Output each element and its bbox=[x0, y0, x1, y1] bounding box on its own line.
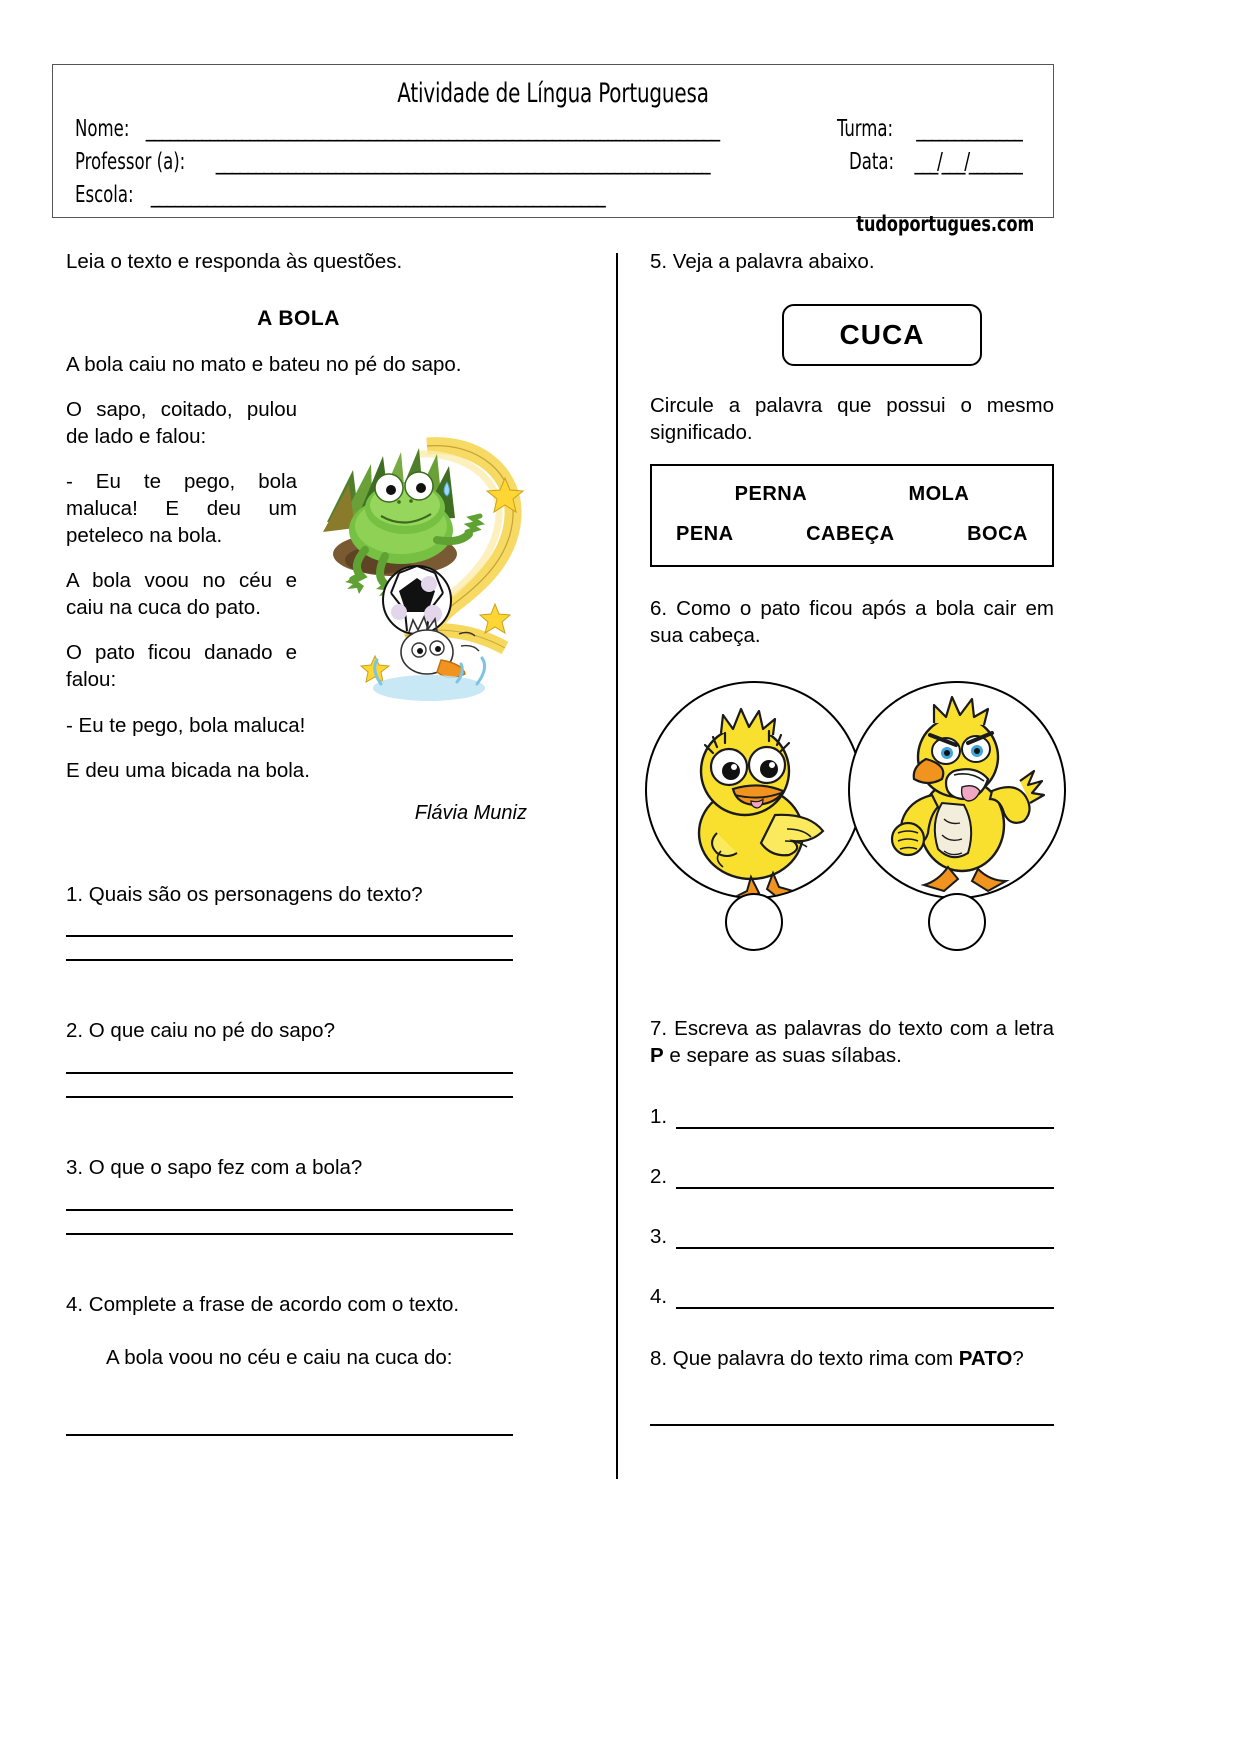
question-7-item-3-number: 3. bbox=[650, 1224, 668, 1248]
word-option-perna[interactable]: PERNA bbox=[734, 482, 808, 505]
question-7-item-3-line[interactable] bbox=[676, 1233, 1054, 1249]
question-3-answer-line-2[interactable] bbox=[66, 1233, 513, 1235]
professor-label: Professor (a): bbox=[75, 149, 186, 175]
question-2-answer-line-2[interactable] bbox=[66, 1096, 513, 1098]
column-divider bbox=[616, 253, 618, 1479]
question-7-text-a: 7. Escreva as palavras do texto com a letra bbox=[650, 1016, 1054, 1040]
question-4-prompt: A bola voou no céu e caiu na cuca do: bbox=[106, 1346, 453, 1370]
page-title: Atividade de Língua Portuguesa bbox=[397, 78, 709, 109]
story-paragraph-7: E deu uma bicada na bola. bbox=[66, 758, 310, 782]
turma-fill-line[interactable]: ______________ bbox=[916, 116, 1022, 142]
nome-label: Nome: bbox=[75, 116, 130, 142]
story-title: A BOLA bbox=[257, 307, 340, 331]
question-7-item-1-number: 1. bbox=[650, 1104, 668, 1128]
site-brand: tudoportugues.com bbox=[856, 212, 1035, 236]
story-paragraph-5: O pato ficou danado e falou: bbox=[66, 641, 297, 692]
question-4 bbox=[66, 1291, 531, 1436]
word-bank-row-2 bbox=[662, 523, 1042, 546]
question-8-text bbox=[650, 1345, 1054, 1372]
left-column bbox=[66, 248, 531, 1436]
word-option-mola[interactable]: MOLA bbox=[908, 482, 970, 505]
escola-label: Escola: bbox=[75, 182, 134, 208]
story-paragraph-6: - Eu te pego, bola maluca! bbox=[66, 713, 306, 737]
question-5-text: 5. Veja a palavra abaixo. bbox=[650, 250, 875, 273]
question-8-answer-line[interactable] bbox=[650, 1424, 1054, 1426]
question-6-choices bbox=[650, 671, 1054, 1001]
question-3-answer-line-1[interactable] bbox=[66, 1209, 513, 1211]
question-4-answer-line[interactable] bbox=[66, 1434, 513, 1436]
question-2-text: 2. O que caiu no pé do sapo? bbox=[66, 1019, 335, 1043]
question-7-letter-p: P bbox=[650, 1043, 664, 1067]
professor-fill-line[interactable]: ______________________________________________________________ bbox=[215, 149, 710, 175]
question-7-item-2-line[interactable] bbox=[676, 1173, 1054, 1189]
question-3 bbox=[66, 1154, 531, 1235]
story-illustration-frog-duck-ball bbox=[309, 404, 539, 704]
word-bank-row-1 bbox=[662, 483, 1042, 506]
question-8-text-a: 8. Que palavra do texto rima com bbox=[650, 1346, 959, 1370]
word-option-pena[interactable]: PENA bbox=[676, 522, 734, 545]
answer-bubble-left[interactable] bbox=[725, 893, 783, 951]
question-5-instruction: Circule a palavra que possui o mesmo significado. bbox=[650, 393, 1054, 444]
question-7-item-2-number: 2. bbox=[650, 1164, 668, 1188]
story-paragraph-4: A bola voou no céu e caiu na cuca do pato. bbox=[66, 569, 297, 620]
question-7-item-1-line[interactable] bbox=[676, 1113, 1054, 1129]
question-7-item-3 bbox=[650, 1225, 1054, 1249]
story-author: Flávia Muniz bbox=[414, 801, 527, 824]
question-7-item-4 bbox=[650, 1285, 1054, 1309]
happy-duck-icon bbox=[647, 683, 863, 899]
question-1-text: 1. Quais são os personagens do texto? bbox=[66, 882, 423, 906]
worksheet-header bbox=[52, 64, 1054, 236]
question-7-item-2 bbox=[650, 1165, 1054, 1189]
reading-instruction: Leia o texto e responda às questões. bbox=[66, 250, 403, 273]
header-row-escola bbox=[53, 182, 1053, 208]
data-fill-line[interactable]: ___/___/_______ bbox=[914, 149, 1022, 175]
question-2 bbox=[66, 1017, 531, 1098]
escola-fill-line[interactable]: _________________________________________________________ bbox=[150, 182, 605, 208]
question-1-answer-line-1[interactable] bbox=[66, 935, 513, 937]
word-option-cabeca[interactable]: CABEÇA bbox=[806, 522, 895, 545]
header-row-professor bbox=[53, 149, 1053, 175]
story-paragraph-3: - Eu te pego, bola maluca! E deu um peteleco na bola. bbox=[66, 470, 297, 548]
word-bank-box bbox=[650, 464, 1054, 567]
cuca-word: CUCA bbox=[839, 318, 925, 350]
question-7-text-b: e separe as suas sílabas. bbox=[663, 1043, 902, 1067]
story-paragraph-1: A bola caiu no mato e bateu no pé do sapo. bbox=[66, 353, 462, 377]
answer-bubble-right[interactable] bbox=[928, 893, 986, 951]
question-3-text: 3. O que o sapo fez com a bola? bbox=[66, 1155, 363, 1179]
question-6-text: 6. Como o pato ficou após a bola cair em sua cabeça. bbox=[650, 596, 1054, 647]
question-1 bbox=[66, 881, 531, 962]
question-7-item-1 bbox=[650, 1105, 1054, 1129]
question-7-item-4-line[interactable] bbox=[676, 1293, 1054, 1309]
word-option-boca[interactable]: BOCA bbox=[967, 522, 1028, 545]
question-7-text bbox=[650, 1015, 1054, 1069]
cuca-word-box bbox=[782, 304, 982, 366]
question-1-answer-line-2[interactable] bbox=[66, 959, 513, 961]
question-8-word-pato: PATO bbox=[958, 1346, 1013, 1370]
right-column bbox=[650, 248, 1054, 1426]
question-8-text-b: ? bbox=[1012, 1346, 1024, 1370]
story-paragraph-2: O sapo, coitado, pulou de lado e falou: bbox=[66, 398, 297, 449]
question-7-answer-list bbox=[650, 1105, 1054, 1309]
data-label: Data: bbox=[848, 149, 894, 175]
duck-option-happy[interactable] bbox=[645, 681, 863, 899]
turma-label: Turma: bbox=[837, 116, 894, 142]
question-7-item-4-number: 4. bbox=[650, 1284, 668, 1308]
question-4-text: 4. Complete a frase de acordo com o texto. bbox=[66, 1292, 460, 1316]
angry-duck-icon bbox=[850, 683, 1066, 899]
nome-fill-line[interactable]: ________________________________________________________________________ bbox=[145, 116, 719, 142]
duck-option-angry[interactable] bbox=[848, 681, 1066, 899]
question-2-answer-line-1[interactable] bbox=[66, 1072, 513, 1074]
header-row-nome bbox=[53, 116, 1053, 142]
